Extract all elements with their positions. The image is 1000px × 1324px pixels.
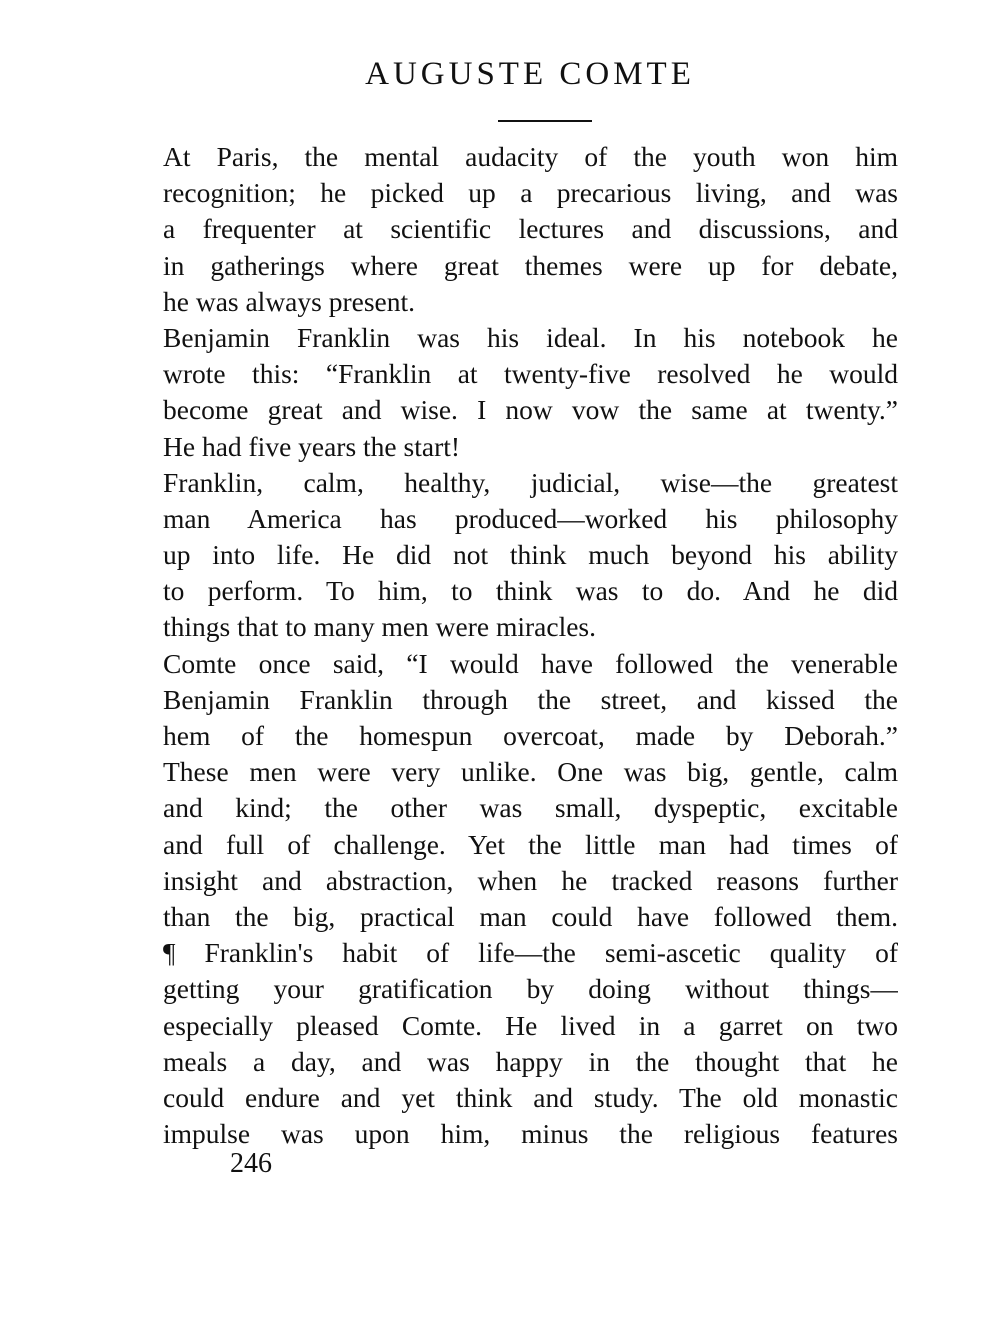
text-line: and kind; the other was small, dyspeptic, excitable bbox=[163, 792, 898, 824]
text-line: he was always present. bbox=[163, 285, 415, 317]
text-line: meals a day, and was happy in the thought that he bbox=[163, 1045, 898, 1077]
text-line: a frequenter at scientific lectures and discussions, and bbox=[163, 213, 898, 245]
text-line: impulse was upon him, minus the religious features bbox=[163, 1118, 898, 1150]
head-rule bbox=[498, 120, 592, 122]
text-line: He had five years the start! bbox=[163, 430, 461, 462]
text-line: than the big, practical man could have followed them. bbox=[163, 900, 898, 932]
text-line: to perform. To him, to think was to do. And he did bbox=[163, 575, 898, 607]
page-number: 246 bbox=[230, 1148, 272, 1179]
text-line: Comte once said, “I would have followed the venerable bbox=[163, 647, 898, 679]
text-line: wrote this: “Franklin at twenty-five resolved he would bbox=[163, 358, 898, 390]
running-head: AUGUSTE COMTE bbox=[365, 56, 695, 92]
text-line: hem of the homespun overcoat, made by Deborah.” bbox=[163, 720, 898, 751]
text-line: could endure and yet think and study. The old monastic bbox=[163, 1081, 898, 1113]
text-line: getting your gratification by doing without things— bbox=[163, 973, 898, 1005]
text-line: At Paris, the mental audacity of the youth won him bbox=[163, 141, 898, 172]
text-line: ¶ Franklin's habit of life—the semi-ascetic quality of bbox=[163, 937, 898, 969]
text-line: recognition; he picked up a precarious living, and was bbox=[163, 177, 898, 209]
text-line: Benjamin Franklin was his ideal. In his notebook he bbox=[163, 321, 898, 353]
text-line: things that to many men were miracles. bbox=[163, 611, 597, 643]
text-line: especially pleased Comte. He lived in a garret on two bbox=[163, 1009, 898, 1041]
body-text bbox=[163, 139, 898, 1152]
text-line: man America has produced—worked his philosophy bbox=[163, 502, 898, 534]
text-line: become great and wise. I now vow the same at twenty.” bbox=[163, 394, 898, 426]
text-line: insight and abstraction, when he tracked reasons further bbox=[163, 864, 898, 896]
text-line: Benjamin Franklin through the street, and kissed the bbox=[163, 683, 898, 715]
text-line: These men were very unlike. One was big, gentle, calm bbox=[163, 756, 898, 788]
text-line: up into life. He did not think much beyond his ability bbox=[163, 539, 898, 571]
text-line: in gatherings where great themes were up for debate, bbox=[163, 249, 898, 281]
text-line: Franklin, calm, healthy, judicial, wise—the greatest bbox=[163, 466, 898, 498]
text-line: and full of challenge. Yet the little man had times of bbox=[163, 828, 898, 860]
